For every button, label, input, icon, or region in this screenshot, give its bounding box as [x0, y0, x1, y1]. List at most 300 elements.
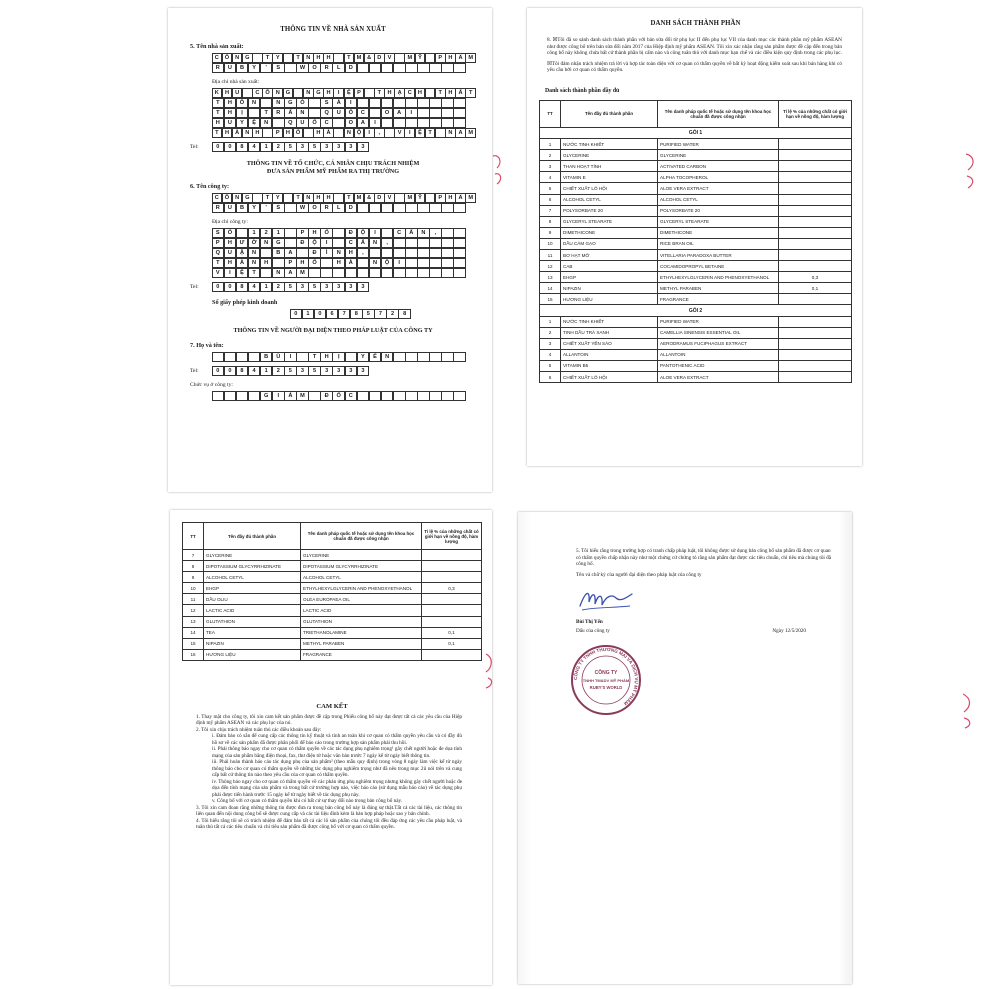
char-box: 6	[326, 309, 339, 320]
char-box: M	[465, 128, 476, 139]
char-box: P	[435, 193, 446, 204]
char-box: N	[248, 248, 261, 259]
char-box: H	[323, 193, 334, 204]
cell-tt: 14	[183, 627, 204, 638]
char-box: R	[320, 63, 333, 74]
char-box: A	[455, 128, 466, 139]
char-box	[283, 193, 294, 204]
cell-tt: 4	[540, 172, 561, 183]
char-box	[320, 268, 333, 279]
char-box	[293, 88, 304, 99]
cell-tt: 10	[540, 238, 561, 249]
char-box: M	[404, 53, 415, 64]
char-box	[405, 238, 418, 249]
table-row	[540, 327, 852, 338]
char-box: H	[345, 248, 358, 259]
char-box	[308, 108, 321, 119]
page1-heading: THÔNG TIN VỀ NHÀ SẢN XUẤT	[280, 26, 386, 33]
cell-tt: 9	[540, 227, 561, 238]
char-box: M	[404, 193, 415, 204]
col-tt: TT	[183, 523, 204, 550]
char-box	[417, 63, 430, 74]
char-box: Ô	[222, 193, 233, 204]
cell-intl: GLYCERINE	[658, 150, 779, 161]
char-box: &	[364, 193, 375, 204]
cell-name: THAN HOẠT TÍNH	[561, 161, 658, 172]
char-box: H	[296, 258, 309, 269]
char-box: T	[344, 193, 355, 204]
char-box	[425, 88, 436, 99]
char-box	[417, 391, 430, 402]
table-row	[540, 238, 852, 249]
char-box	[381, 118, 394, 129]
char-box: O	[381, 108, 394, 119]
char-box: T	[262, 193, 273, 204]
char-box	[429, 203, 442, 214]
char-box: 3	[296, 282, 309, 293]
char-box	[236, 391, 249, 402]
char-box	[252, 53, 263, 64]
char-box: Ệ	[344, 88, 355, 99]
cell-tt: 15	[183, 638, 204, 649]
char-box: 4	[248, 366, 261, 377]
char-box	[381, 98, 394, 109]
svg-text:CÔNG TY TNHH THƯƠNG MẠI VÀ DỊC: CÔNG TY TNHH THƯƠNG MẠI VÀ DỊCH VỤ MỸ PHẨM	[572, 646, 640, 707]
position-label: Chức vụ ở công ty:	[190, 382, 233, 388]
cell-intl: ETHYLHEXYLGLYCERIN AND PHENOXYETHANOL	[301, 583, 422, 594]
company-tel-label: Tel:	[190, 284, 199, 290]
cell-pct	[779, 216, 852, 227]
char-box: À	[332, 98, 345, 109]
char-box: 3	[320, 142, 333, 153]
svg-text:CÔNG TY: CÔNG TY	[594, 670, 618, 676]
rep-heading: THÔNG TIN VỀ NGƯỜI ĐẠI DIỆN THEO PHÁP LUẬT CỦA CÔNG TY	[233, 327, 433, 334]
char-box: T	[425, 128, 436, 139]
cell-tt: 13	[183, 616, 204, 627]
char-box	[394, 193, 405, 204]
cell-intl: ALCOHOL CETYL	[301, 572, 422, 583]
cell-pct: 0,1	[779, 283, 852, 294]
char-box	[357, 268, 370, 279]
seal-date-row	[576, 628, 836, 635]
char-box	[441, 203, 454, 214]
char-box: 1	[260, 366, 273, 377]
red-edge-stamp	[491, 150, 505, 190]
cell-pct	[779, 194, 852, 205]
table-row	[540, 338, 852, 349]
company-address-grid	[190, 228, 476, 278]
cell-name: NIPAZIN	[561, 283, 658, 294]
char-box	[345, 268, 358, 279]
char-box: 0	[212, 142, 225, 153]
char-box: R	[212, 203, 225, 214]
cell-intl: DIMETHICONE	[658, 227, 779, 238]
char-box: Ị	[332, 352, 345, 363]
cell-name: EHGP	[561, 272, 658, 283]
cell-intl: METHYL PARABEN	[301, 638, 422, 649]
char-box: O	[308, 63, 321, 74]
char-box	[417, 352, 430, 363]
char-box: Đ	[296, 238, 309, 249]
char-box: 5	[308, 282, 321, 293]
table-row	[540, 183, 852, 194]
char-box: I	[320, 238, 333, 249]
char-box	[283, 53, 294, 64]
char-box: Ờ	[248, 238, 261, 249]
table-row	[540, 349, 852, 360]
char-box: Ẩ	[455, 193, 466, 204]
cell-pct	[422, 616, 482, 627]
table-row	[540, 216, 852, 227]
cell-pct	[422, 594, 482, 605]
char-box: 3	[357, 282, 370, 293]
char-box: Y	[236, 118, 249, 129]
char-box: 1	[272, 228, 285, 239]
char-box: 0	[290, 309, 303, 320]
commitment-item: iii. Phải hoàn thành báo cáo tác dụng phụ của sản phẩm² (theo mẫu quy định) trong vòng 8 ngày làm việc kể từ ngày thông báo cho cơ quan có thẩm quyền về những tác dụng phụ nghiêm trọng như đã nêu trong mục 2ii nói trên và cung cấp bất cứ thông tin nào theo yêu cầu của cơ quan có thẩm quyền.	[212, 759, 462, 779]
char-box: N	[303, 88, 314, 99]
char-box: H	[313, 53, 324, 64]
char-box: Ô	[262, 88, 273, 99]
cell-intl: ACTIVATED CARBON	[658, 161, 779, 172]
char-box: H	[222, 88, 233, 99]
cell-intl: OLEA EUROPAEA OIL	[301, 594, 422, 605]
char-box: ,	[374, 128, 385, 139]
char-box: H	[445, 193, 456, 204]
cell-intl: FRAGRANCE	[301, 649, 422, 660]
char-box	[405, 98, 418, 109]
char-box: O	[308, 203, 321, 214]
char-box: T	[262, 53, 273, 64]
char-box: Ộ	[308, 238, 321, 249]
cell-intl: TRIETHANOLAMINE	[301, 627, 422, 638]
char-box: T	[248, 268, 261, 279]
cell-tt: 5	[540, 360, 561, 371]
char-box	[369, 391, 382, 402]
cell-intl: AERODRAMUS FUCIPHAGUS EXTRACT	[658, 338, 779, 349]
char-box	[453, 203, 466, 214]
table-row	[540, 294, 852, 305]
char-box: M	[296, 391, 309, 402]
char-box	[417, 118, 430, 129]
cell-pct: 0,1	[422, 627, 482, 638]
cell-name: VITAMIN B5	[561, 360, 658, 371]
char-box: 1	[248, 228, 261, 239]
cell-tt: 1	[540, 139, 561, 150]
cell-intl: ALOE VERA EXTRACT	[658, 372, 779, 383]
char-box: Đ	[308, 248, 321, 259]
char-box	[425, 193, 436, 204]
char-box: 0	[212, 366, 225, 377]
char-box: N	[260, 238, 273, 249]
char-box: Ư	[236, 238, 249, 249]
char-box: À	[345, 258, 358, 269]
char-box: 0	[224, 366, 237, 377]
char-box: Ò	[296, 98, 309, 109]
char-box: ,	[357, 248, 370, 259]
char-box: I	[345, 98, 358, 109]
char-box: H	[313, 128, 324, 139]
commitment-item: 3. Tôi xin cam đoan rằng những thông tin được đưa ra trong bản công bố này là đúng sự thật.Tất cả các tài liệu, các thông tin liên quan đến nội dung công bố sẽ được cung cấp và các tài liệu đính kèm là bản hợp pháp hoặc sao y bản chính.	[196, 804, 462, 818]
char-box: N	[417, 228, 430, 239]
cell-name: TINH DẦU TRÀ XANH	[561, 327, 658, 338]
cell-intl: RICE BRAN OIL	[658, 238, 779, 249]
char-box: H	[384, 88, 395, 99]
char-box: Á	[284, 391, 297, 402]
char-box	[260, 98, 273, 109]
char-box	[405, 118, 418, 129]
char-box: Ẩ	[455, 53, 466, 64]
char-box: R	[320, 203, 333, 214]
char-grid-row	[212, 118, 476, 128]
char-box	[441, 258, 454, 269]
table-row	[540, 250, 852, 261]
char-box: S	[320, 98, 333, 109]
char-box: &	[364, 53, 375, 64]
group-row	[540, 305, 852, 316]
char-box: D	[374, 53, 385, 64]
char-grid-row	[212, 108, 476, 118]
ingredient-table-continued	[182, 522, 482, 661]
char-box	[429, 268, 442, 279]
char-box: U	[296, 118, 309, 129]
char-box	[453, 63, 466, 74]
company-address-label: Địa chỉ công ty:	[212, 219, 248, 225]
char-box	[284, 238, 297, 249]
char-box: H	[415, 88, 426, 99]
cell-tt: 3	[540, 161, 561, 172]
char-box: I	[364, 128, 375, 139]
char-box: 3	[320, 282, 333, 293]
char-box	[212, 391, 225, 402]
char-box	[357, 98, 370, 109]
char-box: Ị	[236, 108, 249, 119]
char-box: G	[284, 98, 297, 109]
char-box: P	[296, 228, 309, 239]
char-box: Ộ	[354, 128, 365, 139]
char-box: W	[296, 203, 309, 214]
char-box: T	[465, 88, 476, 99]
char-box: H	[308, 228, 321, 239]
cell-name: BƠ HẠT MỠ	[561, 250, 658, 261]
rep-tel-grid	[212, 366, 369, 376]
manufacturer-tel	[190, 142, 476, 152]
char-box	[441, 63, 454, 74]
char-box	[394, 53, 405, 64]
company-grid	[190, 193, 476, 213]
table-caption: Danh sách thành phần đầy đủ	[545, 87, 620, 94]
char-box: N	[232, 193, 243, 204]
char-box: 1	[302, 309, 315, 320]
cell-name: GLYCERYL STEARATE	[561, 216, 658, 227]
manufacturer-address-label: Địa chỉ nhà sản xuất:	[212, 79, 260, 85]
cell-name: HƯƠNG LIỆU	[204, 649, 301, 660]
char-box	[224, 352, 237, 363]
char-box: O	[345, 118, 358, 129]
char-box	[453, 391, 466, 402]
cell-tt: 16	[183, 649, 204, 660]
table-row	[540, 139, 852, 150]
char-box: T	[212, 98, 225, 109]
org-heading	[190, 160, 476, 176]
cell-name: EHGP	[204, 583, 301, 594]
char-box: G	[242, 193, 253, 204]
char-box: '	[260, 63, 273, 74]
char-box: 5	[308, 366, 321, 377]
char-box: A	[284, 268, 297, 279]
char-box	[393, 98, 406, 109]
char-box: I	[224, 268, 237, 279]
cell-pct: 0,1	[422, 638, 482, 649]
page2-heading: DANH SÁCH THÀNH PHẦN	[650, 20, 741, 27]
char-box: Ấ	[405, 228, 418, 239]
char-box: 8	[236, 142, 249, 153]
cell-tt: 15	[540, 294, 561, 305]
char-box: Ố	[332, 391, 345, 402]
cell-intl: ALCOHOL CETYL	[658, 194, 779, 205]
char-grid-row	[212, 228, 476, 238]
char-box	[405, 391, 418, 402]
char-box: Ệ	[236, 268, 249, 279]
table-row	[540, 161, 852, 172]
char-box: I	[405, 108, 418, 119]
char-box	[429, 248, 442, 259]
char-box: Y	[248, 203, 261, 214]
char-box	[272, 118, 285, 129]
cell-pct	[779, 349, 852, 360]
char-box: T	[308, 352, 321, 363]
char-box: Ộ	[357, 228, 370, 239]
char-box	[417, 238, 430, 249]
char-box: Q	[284, 118, 297, 129]
position-grid	[212, 391, 476, 401]
char-box: ,	[429, 228, 442, 239]
char-box	[333, 128, 344, 139]
red-edge-stamp	[964, 150, 978, 190]
col-name: Tên đầy đủ thành phần	[204, 523, 301, 550]
char-box: T	[293, 193, 304, 204]
char-box	[429, 118, 442, 129]
char-box: H	[332, 258, 345, 269]
cell-name: TEA	[204, 627, 301, 638]
char-box: Ì	[320, 248, 333, 259]
cell-pct	[779, 294, 852, 305]
char-box	[393, 268, 406, 279]
char-box: S	[212, 228, 225, 239]
char-box: Ấ	[455, 88, 466, 99]
char-box	[441, 268, 454, 279]
char-box	[441, 108, 454, 119]
char-box: Ố	[308, 118, 321, 129]
cell-pct	[779, 338, 852, 349]
char-box: G	[242, 53, 253, 64]
char-grid-row	[212, 238, 476, 248]
char-box: À	[236, 258, 249, 269]
char-box	[429, 63, 442, 74]
company-seal-stamp	[570, 644, 642, 716]
char-box	[357, 258, 370, 269]
commitment-title: CAM KẾT	[316, 702, 348, 710]
char-box: 3	[345, 142, 358, 153]
char-box: M	[465, 193, 476, 204]
char-box	[308, 391, 321, 402]
char-box: M	[465, 53, 476, 64]
char-box	[369, 108, 382, 119]
char-grid-row	[212, 258, 476, 268]
char-box: Đ	[320, 391, 333, 402]
char-box: H	[252, 128, 263, 139]
cell-intl: LACTIC ACID	[301, 605, 422, 616]
char-box	[441, 238, 454, 249]
cell-tt: 2	[540, 150, 561, 161]
char-box	[369, 203, 382, 214]
char-box: Ế	[369, 352, 382, 363]
cell-intl: FRAGRANCE	[658, 294, 779, 305]
char-box	[332, 238, 345, 249]
cell-intl: GLYCERINE	[301, 550, 422, 561]
company-tel-grid	[212, 282, 369, 292]
char-box: N	[381, 352, 394, 363]
char-box	[453, 352, 466, 363]
cell-intl: VITELLARIA PARADOXA BUTTER	[658, 250, 779, 261]
char-box: N	[248, 98, 261, 109]
char-box	[248, 352, 261, 363]
cell-pct	[779, 183, 852, 194]
char-box	[393, 248, 406, 259]
char-box: M	[296, 268, 309, 279]
char-box	[381, 391, 394, 402]
char-box: G	[313, 88, 324, 99]
char-box	[417, 203, 430, 214]
char-box: Ô	[236, 98, 249, 109]
char-box: 7	[374, 309, 387, 320]
char-box: 8	[236, 282, 249, 293]
char-box: Ệ	[415, 128, 426, 139]
cell-name: GLYCERINE	[204, 550, 301, 561]
char-box	[262, 128, 273, 139]
char-box: D	[374, 193, 385, 204]
tel-label: Tel:	[190, 144, 199, 150]
char-box: Ố	[224, 228, 237, 239]
char-box: D	[345, 63, 358, 74]
char-box: M	[354, 193, 365, 204]
cell-tt: 6	[540, 194, 561, 205]
char-box: I	[369, 228, 382, 239]
char-box	[284, 228, 297, 239]
char-box	[242, 88, 253, 99]
table-row	[540, 283, 852, 294]
company-label: 6. Tên công ty:	[190, 183, 230, 190]
char-box: À	[232, 128, 243, 139]
license-label: Số giấy phép kinh doanh	[212, 299, 278, 306]
char-box: N	[332, 248, 345, 259]
char-box: 3	[345, 282, 358, 293]
col-pct: Tỉ lệ % của những chất có giới hạn về nồng độ, hàm lượng	[779, 100, 852, 127]
org-heading-line-2: ĐƯA SẢN PHẨM MỸ PHẨM RA THỊ TRƯỜNG	[266, 168, 400, 175]
cell-name: DẦU OLIU	[204, 594, 301, 605]
char-box: V	[212, 268, 225, 279]
cell-intl: ETHYLHEXYLGLYCERIN AND PHENOXYETHANOL	[658, 272, 779, 283]
declaration-para-5: 5. Tôi hiểu rằng trong trường hợp có tranh chấp pháp luật, tôi không được sử dụng bản công bố sản phẩm đã được cơ quan có thẩm quyền chấp nhận này như một chứng cứ chứng tỏ rằng sản phẩm đạt được các tiêu chuẩn, chỉ tiêu mà chúng tôi đã công bố.	[576, 548, 832, 567]
char-box: C	[357, 108, 370, 119]
char-box	[435, 128, 446, 139]
cell-intl: ALOE VERA EXTRACT	[658, 183, 779, 194]
cell-intl: PANTOTHENIC ACID	[658, 360, 779, 371]
cell-pct	[422, 572, 482, 583]
char-box: N	[303, 193, 314, 204]
char-box: B	[272, 248, 285, 259]
char-box	[393, 391, 406, 402]
